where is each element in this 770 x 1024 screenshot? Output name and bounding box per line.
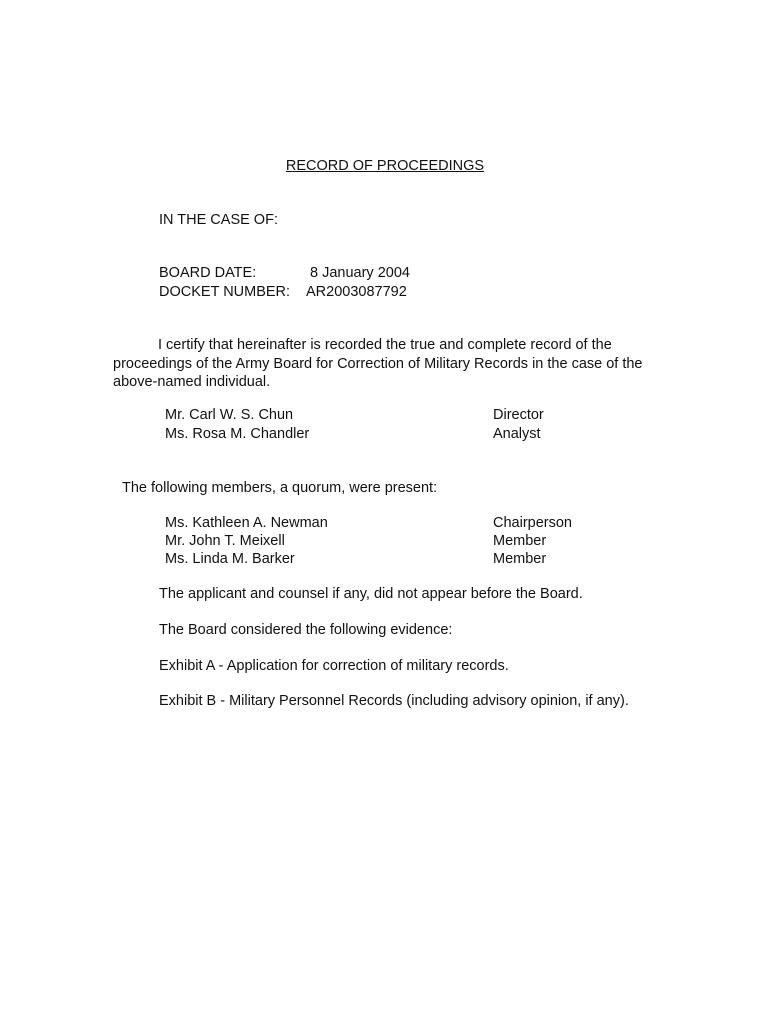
exhibit-a: Exhibit A - Application for correction of military records. bbox=[159, 658, 509, 674]
board-date-label: BOARD DATE: bbox=[159, 265, 257, 281]
member-name: Ms. Kathleen A. Newman bbox=[165, 515, 328, 531]
appearance-statement: The applicant and counsel if any, did not appear before the Board. bbox=[159, 586, 583, 602]
member-name: Ms. Linda M. Barker bbox=[165, 551, 295, 567]
member-name: Mr. John T. Meixell bbox=[165, 533, 285, 549]
certification-text: I certify that hereinafter is recorded the true and complete record of the proceedings of the Army Board for Correction of Military Records in the case of the above-named individual. bbox=[113, 337, 643, 390]
evidence-intro: The Board considered the following evidence: bbox=[159, 622, 453, 638]
board-date-value: 8 January 2004 bbox=[310, 265, 410, 281]
staff-role: Director bbox=[493, 407, 544, 423]
docket-number-label: DOCKET NUMBER: bbox=[159, 284, 291, 300]
quorum-statement: The following members, a quorum, were present: bbox=[122, 480, 438, 496]
certification-paragraph bbox=[113, 336, 653, 392]
staff-role: Analyst bbox=[493, 426, 541, 442]
docket-number-value: AR2003087792 bbox=[306, 284, 407, 300]
page-title: RECORD OF PROCEEDINGS bbox=[285, 158, 485, 174]
staff-name: Ms. Rosa M. Chandler bbox=[165, 426, 310, 442]
staff-name: Mr. Carl W. S. Chun bbox=[165, 407, 294, 423]
member-role: Member bbox=[493, 533, 547, 549]
case-label: IN THE CASE OF: bbox=[159, 212, 278, 228]
member-role: Chairperson bbox=[493, 515, 572, 531]
member-role: Member bbox=[493, 551, 547, 567]
exhibit-b: Exhibit B - Military Personnel Records (including advisory opinion, if any). bbox=[159, 693, 629, 709]
